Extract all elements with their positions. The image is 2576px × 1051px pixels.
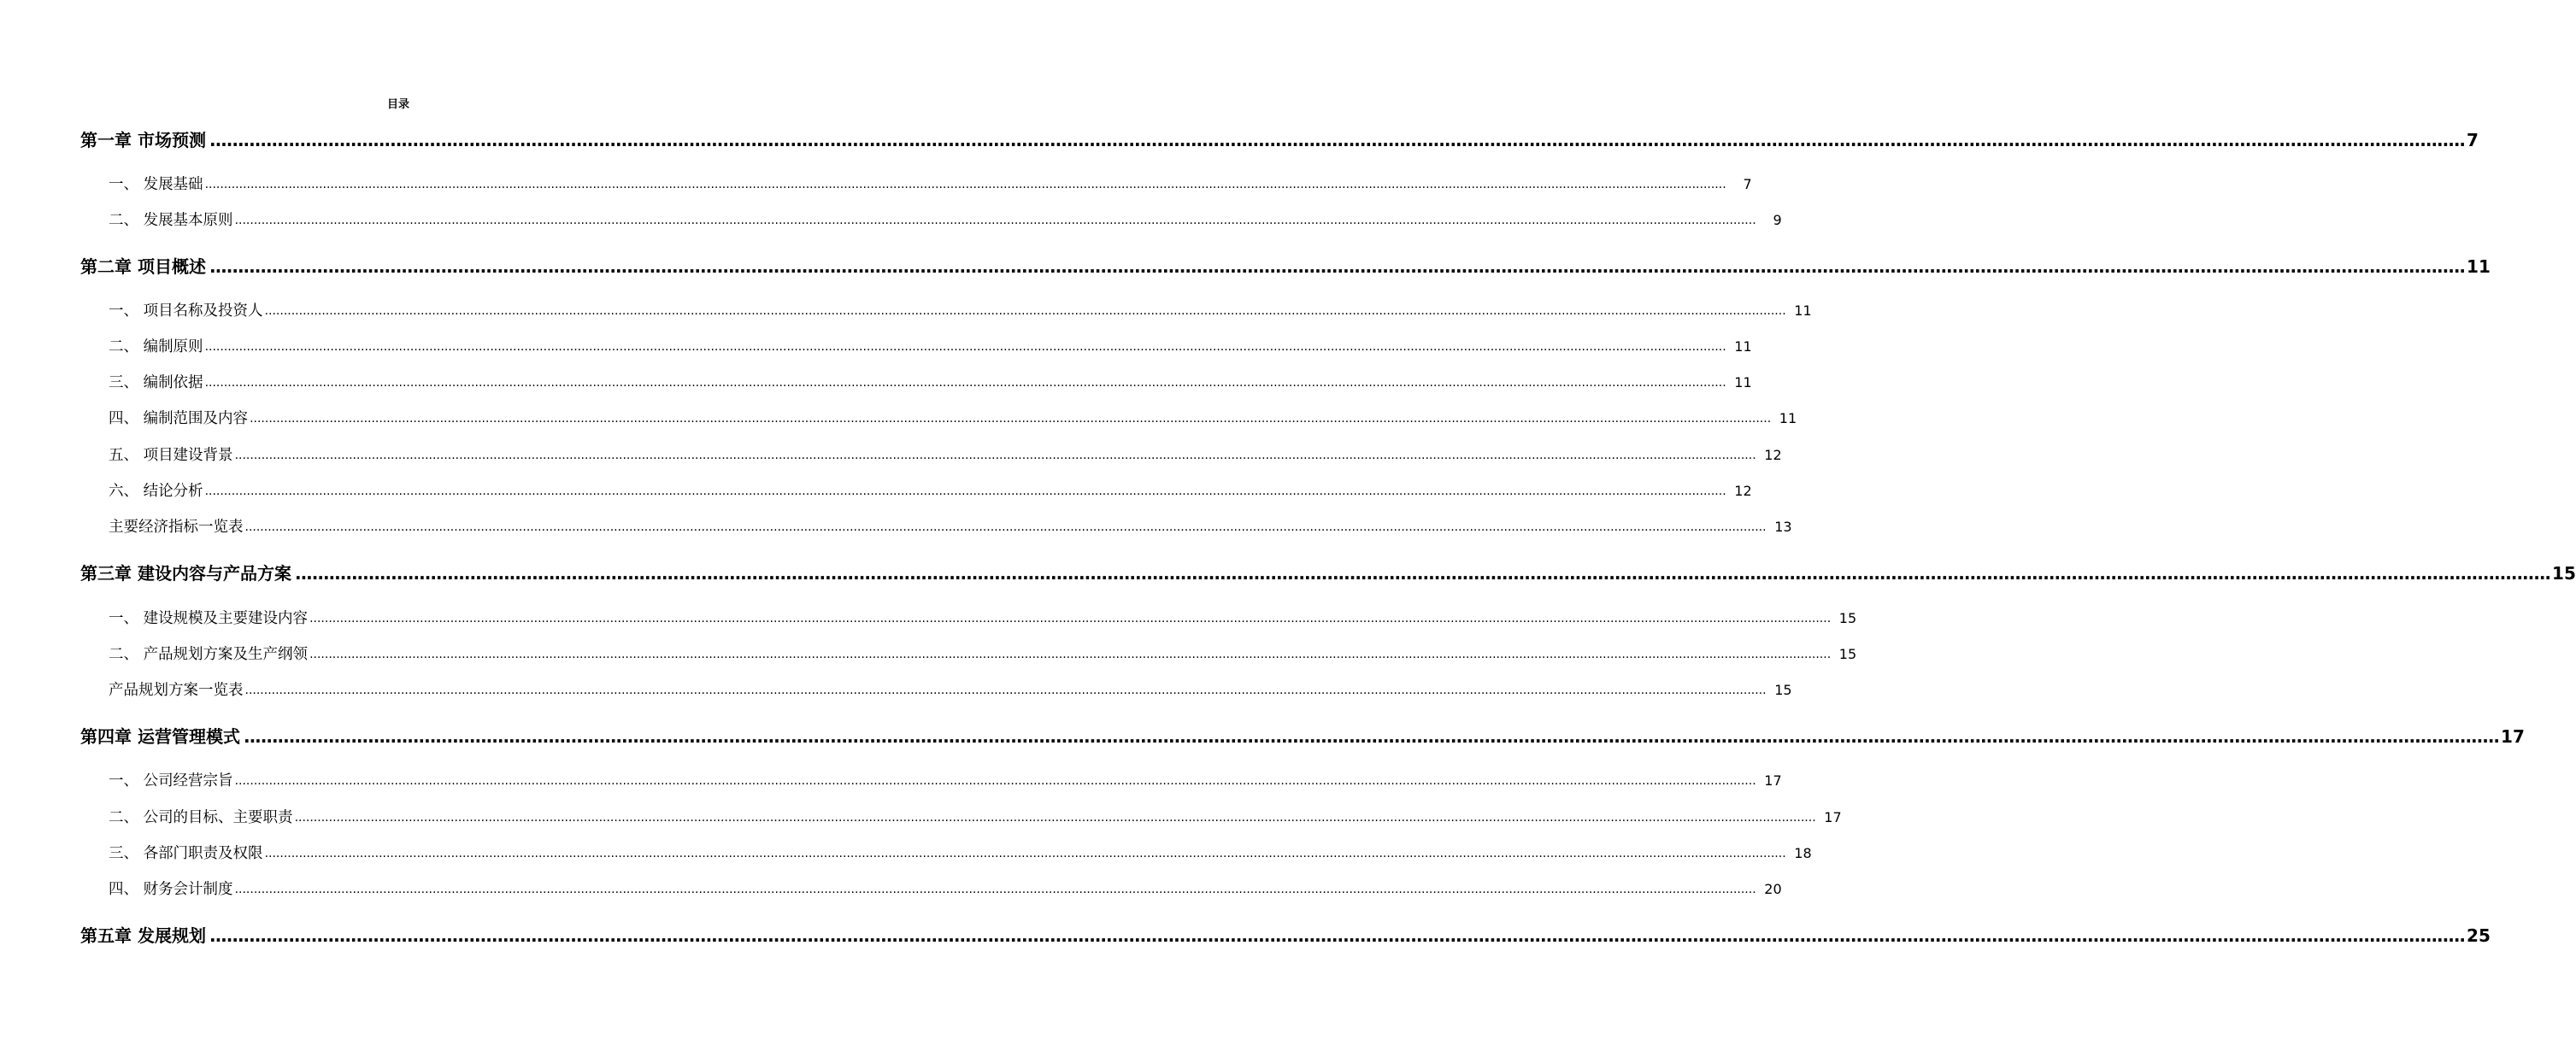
- toc-entry-label: 一、 项目名称及投资人: [109, 302, 263, 320]
- toc-entry-label: 产品规划方案一览表: [109, 682, 244, 699]
- toc-section-entry[interactable]: [109, 210, 1782, 231]
- toc-dot-leader: ................................................................................................................................................................................................................................................................................................................................................................................................................: [264, 304, 1786, 318]
- toc-entry-label: 第二章 项目概述: [80, 256, 206, 277]
- toc-chapter-entry[interactable]: [80, 924, 2491, 948]
- toc-dot-leader: ................................................................................................................................................................................................................................................................................................................................................................................................................: [204, 484, 1726, 498]
- toc-section-entry[interactable]: [109, 843, 1812, 864]
- toc-section-entry[interactable]: [109, 481, 1752, 502]
- toc-dot-leader: ................................................................................................................................................................................................................................................................................................................................................................................................................: [250, 412, 1772, 426]
- toc-section-entry[interactable]: [109, 608, 1857, 629]
- toc-page-number: 11: [1779, 410, 1797, 426]
- toc-section-entry[interactable]: [109, 644, 1857, 665]
- toc-dot-leader: ................................................................................................................................................................................................................................................................................................................................................................................................................: [204, 376, 1726, 390]
- toc-page-number: 15: [2552, 563, 2576, 584]
- toc-section-entry[interactable]: [109, 445, 1782, 466]
- toc-dot-leader: ................................................................................................................................................................................................................................................................................................................................................................................................................: [244, 684, 1767, 697]
- toc-dot-leader: ................................................................................................................................................................................................................................................................................................................................................................................................................: [294, 563, 2551, 584]
- toc-dot-leader: ................................................................................................................................................................................................................................................................................................................................................................................................................: [234, 214, 1756, 227]
- toc-section-entry[interactable]: [109, 879, 1782, 900]
- toc-page-number: 12: [1734, 483, 1752, 499]
- toc-dot-leader: ................................................................................................................................................................................................................................................................................................................................................................................................................: [244, 520, 1767, 534]
- toc-entry-label: 第四章 运营管理模式: [80, 726, 240, 747]
- toc-entry-label: 六、 结论分析: [109, 483, 203, 500]
- toc-entry-label: 二、 公司的目标、主要职责: [109, 809, 293, 826]
- toc-entry-label: 三、 各部门职责及权限: [109, 845, 263, 862]
- toc-page-number: 11: [1794, 302, 1812, 319]
- toc-dot-leader: ................................................................................................................................................................................................................................................................................................................................................................................................................: [264, 847, 1786, 860]
- toc-dot-leader: ................................................................................................................................................................................................................................................................................................................................................................................................................: [309, 648, 1832, 661]
- toc-entry-label: 一、 建设规模及主要建设内容: [109, 610, 309, 627]
- toc-page-number: 17: [1824, 809, 1842, 825]
- toc-entry-label: 第五章 发展规划: [80, 925, 206, 946]
- toc-dot-leader: ................................................................................................................................................................................................................................................................................................................................................................................................................: [309, 612, 1832, 625]
- toc-page-number: 15: [1838, 646, 1857, 662]
- toc-page-number: 7: [1743, 176, 1752, 192]
- toc-section-entry[interactable]: [109, 807, 1842, 828]
- toc-dot-leader: ................................................................................................................................................................................................................................................................................................................................................................................................................: [209, 130, 2466, 150]
- toc-entry-label: 一、 公司经营宗旨: [109, 772, 233, 790]
- toc-dot-leader: ................................................................................................................................................................................................................................................................................................................................................................................................................: [243, 726, 2500, 747]
- toc-page-number: 11: [2467, 256, 2491, 277]
- toc-entry-label: 五、 项目建设背景: [109, 447, 233, 464]
- toc-section-entry[interactable]: [109, 373, 1752, 393]
- toc-section-entry[interactable]: [109, 301, 1812, 321]
- toc-dot-leader: ................................................................................................................................................................................................................................................................................................................................................................................................................: [209, 925, 2466, 946]
- toc-entry-label: 二、 发展基本原则: [109, 212, 233, 229]
- toc-entry-label: 四、 财务会计制度: [109, 881, 233, 898]
- toc-page-number: 11: [1734, 338, 1752, 355]
- toc-chapter-entry[interactable]: [80, 255, 2491, 279]
- toc-section-entry[interactable]: [109, 408, 1797, 429]
- toc-entry-label: 四、 编制范围及内容: [109, 410, 249, 427]
- toc-page-number: 12: [1764, 447, 1782, 463]
- toc-page-number: 20: [1764, 881, 1782, 897]
- toc-entry-label: 三、 编制依据: [109, 374, 203, 391]
- toc-page-number: 18: [1794, 845, 1812, 861]
- toc-chapter-entry[interactable]: [80, 725, 2525, 749]
- toc-entry-label: 一、 发展基础: [109, 176, 203, 193]
- toc-chapter-entry[interactable]: [80, 128, 2479, 152]
- toc-dot-leader: ................................................................................................................................................................................................................................................................................................................................................................................................................: [204, 340, 1726, 354]
- toc-page-number: 15: [1838, 610, 1857, 626]
- toc-dot-leader: ................................................................................................................................................................................................................................................................................................................................................................................................................: [234, 883, 1756, 896]
- toc-section-entry[interactable]: [109, 680, 1792, 701]
- toc-page-number: 17: [2501, 726, 2525, 747]
- toc-page-number: 11: [1734, 374, 1752, 390]
- toc-page-number: 7: [2467, 130, 2479, 150]
- toc-page-number: 17: [1764, 772, 1782, 789]
- toc-section-entry[interactable]: [109, 174, 1752, 195]
- toc-section-entry[interactable]: [109, 517, 1792, 537]
- toc-page-number: 25: [2467, 925, 2491, 946]
- toc-entry-label: 二、 编制原则: [109, 338, 203, 355]
- toc-page-number: 15: [1774, 682, 1792, 698]
- toc-title: 目录: [386, 98, 409, 111]
- toc-entry-label: 二、 产品规划方案及生产纲领: [109, 646, 309, 663]
- toc-dot-leader: ................................................................................................................................................................................................................................................................................................................................................................................................................: [234, 449, 1756, 462]
- toc-section-entry[interactable]: [109, 337, 1752, 357]
- toc-section-entry[interactable]: [109, 771, 1782, 791]
- toc-page-number: 13: [1774, 519, 1792, 535]
- toc-entry-label: 第一章 市场预测: [80, 130, 206, 150]
- toc-dot-leader: ................................................................................................................................................................................................................................................................................................................................................................................................................: [209, 256, 2466, 277]
- toc-chapter-entry[interactable]: [80, 561, 2576, 585]
- toc-dot-leader: ................................................................................................................................................................................................................................................................................................................................................................................................................: [294, 811, 1816, 825]
- toc-dot-leader: ................................................................................................................................................................................................................................................................................................................................................................................................................: [204, 178, 1726, 191]
- toc-entry-label: 第三章 建设内容与产品方案: [80, 563, 291, 584]
- toc-dot-leader: ................................................................................................................................................................................................................................................................................................................................................................................................................: [234, 774, 1756, 788]
- toc-entry-label: 主要经济指标一览表: [109, 519, 244, 536]
- toc-page-number: 9: [1773, 212, 1782, 228]
